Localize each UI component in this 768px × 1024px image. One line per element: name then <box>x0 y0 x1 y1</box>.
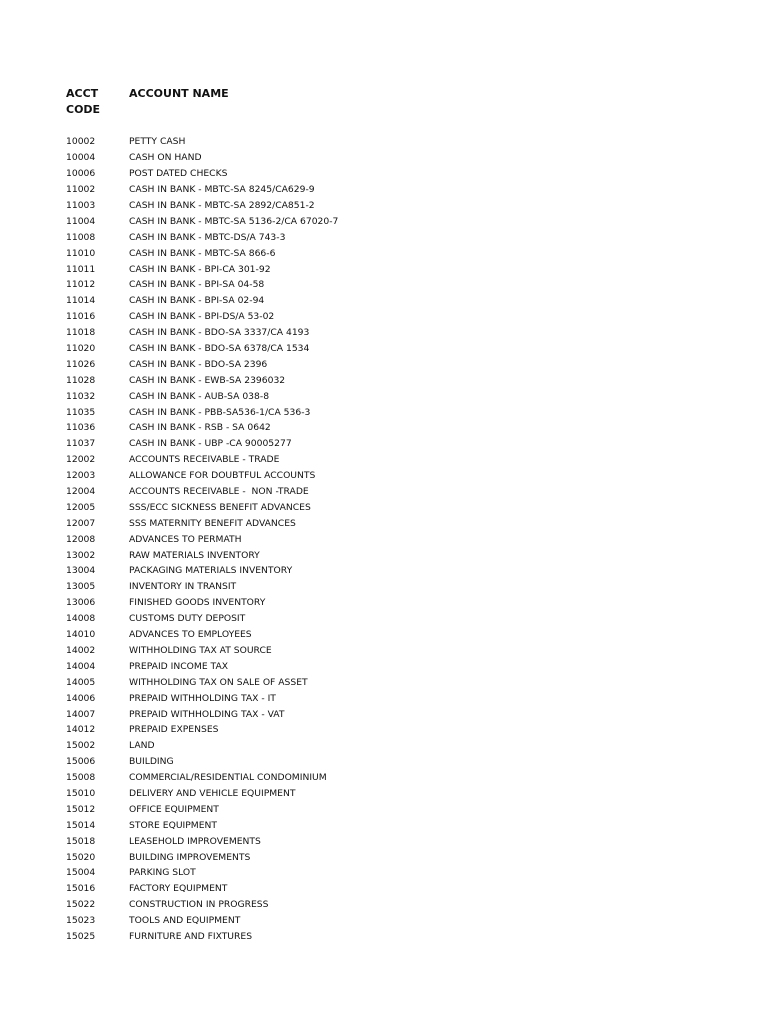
acct-code-cell: 13002 <box>66 549 96 561</box>
table-row <box>66 897 746 913</box>
acct-code-cell: 11037 <box>66 438 96 450</box>
table-row <box>66 611 746 627</box>
acct-code-cell: 14006 <box>66 692 96 704</box>
acct-code-cell: 15023 <box>66 915 96 927</box>
table-row <box>66 245 746 261</box>
acct-code-cell: 15016 <box>66 883 96 895</box>
acct-code-cell: 11032 <box>66 390 96 402</box>
acct-code-cell: 15008 <box>66 772 96 784</box>
table-row <box>66 786 746 802</box>
table-row <box>66 309 746 325</box>
acct-code-cell: 12008 <box>66 533 96 545</box>
account-name-cell: WITHHOLDING TAX ON SALE OF ASSET <box>129 676 308 688</box>
account-name-cell: CASH IN BANK - RSB - SA 0642 <box>129 422 271 434</box>
table-row <box>66 579 746 595</box>
table-row <box>66 690 746 706</box>
account-name-cell: CASH IN BANK - BDO-SA 3337/CA 4193 <box>129 327 310 339</box>
account-name-cell: FURNITURE AND FIXTURES <box>129 930 253 942</box>
table-row <box>66 770 746 786</box>
acct-code-cell: 15012 <box>66 803 96 815</box>
acct-code-cell: 11004 <box>66 215 96 227</box>
account-name-cell: LAND <box>129 740 155 752</box>
account-name-header: ACCOUNT NAME <box>129 87 229 100</box>
table-row <box>66 229 746 245</box>
account-name-cell: RAW MATERIALS INVENTORY <box>129 549 260 561</box>
table-row <box>66 754 746 770</box>
acct-code-cell: 15018 <box>66 835 96 847</box>
table-row <box>66 929 746 945</box>
acct-code-cell: 13004 <box>66 565 96 577</box>
table-row <box>66 833 746 849</box>
account-name-cell: ADVANCES TO PERMATH <box>129 533 242 545</box>
acct-code-cell: 11014 <box>66 295 96 307</box>
acct-code-cell: 12007 <box>66 517 96 529</box>
account-name-cell: PARKING SLOT <box>129 867 196 879</box>
acct-code-cell: 11003 <box>66 200 96 211</box>
acct-code-cell: 11012 <box>66 279 96 291</box>
table-row <box>66 484 746 500</box>
account-name-cell: SSS/ECC SICKNESS BENEFIT ADVANCES <box>129 501 311 513</box>
table-row <box>66 913 746 929</box>
account-name-cell: TOOLS AND EQUIPMENT <box>129 915 241 927</box>
account-name-cell: CONSTRUCTION IN PROGRESS <box>129 899 269 911</box>
account-name-cell: WITHHOLDING TAX AT SOURCE <box>129 644 272 656</box>
table-row <box>66 388 746 404</box>
table-row <box>66 865 746 881</box>
acct-code-cell: 10004 <box>66 152 96 164</box>
acct-code-cell: 11011 <box>66 263 96 275</box>
account-name-cell: PACKAGING MATERIALS INVENTORY <box>129 565 293 577</box>
table-row <box>66 277 746 293</box>
acct-code-cell: 11010 <box>66 247 96 259</box>
account-name-cell: PREPAID WITHHOLDING TAX - IT <box>129 692 276 704</box>
table-row <box>66 563 746 579</box>
account-name-cell: STORE EQUIPMENT <box>129 819 218 831</box>
account-name-cell: CASH IN BANK - BPI-CA 301-92 <box>129 263 271 275</box>
account-name-cell: CASH IN BANK - BPI-SA 04-58 <box>129 279 265 291</box>
acct-code-cell: 11026 <box>66 358 96 370</box>
acct-code-header <box>66 86 122 118</box>
acct-code-cell: 15004 <box>66 867 96 879</box>
table-row <box>66 356 746 372</box>
account-name-cell: SSS MATERNITY BENEFIT ADVANCES <box>129 517 296 529</box>
table-row <box>66 817 746 833</box>
account-name-cell: FINISHED GOODS INVENTORY <box>129 597 266 609</box>
table-row <box>66 595 746 611</box>
account-name-cell: CASH IN BANK - MBTC-SA 866-6 <box>129 247 276 259</box>
table-row <box>66 134 746 150</box>
account-name-cell: BUILDING IMPROVEMENTS <box>129 851 251 863</box>
account-name-cell: CASH IN BANK - BDO-SA 2396 <box>129 358 268 370</box>
account-name-cell: CASH IN BANK - MBTC-SA 8245/CA629-9 <box>129 184 315 196</box>
account-name-cell: LEASEHOLD IMPROVEMENTS <box>129 835 261 847</box>
accounts-list <box>66 134 746 944</box>
acct-code-cell: 15006 <box>66 756 96 768</box>
account-name-cell: POST DATED CHECKS <box>129 168 228 180</box>
table-row <box>66 801 746 817</box>
table-row <box>66 325 746 341</box>
acct-code-cell: 11018 <box>66 327 96 339</box>
table-row <box>66 738 746 754</box>
table-row <box>66 468 746 484</box>
table-row <box>66 643 746 659</box>
acct-code-cell: 10006 <box>66 168 96 180</box>
acct-code-cell: 11035 <box>66 406 96 418</box>
acct-code-cell: 11020 <box>66 343 96 355</box>
acct-code-cell: 14010 <box>66 629 96 641</box>
table-row <box>66 436 746 452</box>
table-row <box>66 547 746 563</box>
account-name-cell: PETTY CASH <box>129 136 186 148</box>
table-row <box>66 881 746 897</box>
account-name-cell: COMMERCIAL/RESIDENTIAL CONDOMINIUM <box>129 772 327 784</box>
table-row <box>66 198 746 214</box>
account-name-cell: DELIVERY AND VEHICLE EQUIPMENT <box>129 787 296 799</box>
acct-code-cell: 12003 <box>66 470 96 482</box>
account-name-cell: CASH IN BANK - BDO-SA 6378/CA 1534 <box>129 343 310 355</box>
acct-code-cell: 15002 <box>66 740 96 752</box>
acct-code-cell: 14008 <box>66 613 96 625</box>
account-name-cell: PREPAID WITHHOLDING TAX - VAT <box>129 708 285 720</box>
account-name-cell: OFFICE EQUIPMENT <box>129 803 219 815</box>
acct-code-cell: 14012 <box>66 724 96 736</box>
account-name-cell: INVENTORY IN TRANSIT <box>129 581 237 593</box>
table-row <box>66 674 746 690</box>
acct-code-cell: 10002 <box>66 136 96 148</box>
account-name-cell: CUSTOMS DUTY DEPOSIT <box>129 613 246 625</box>
table-row <box>66 404 746 420</box>
account-name-cell: PREPAID EXPENSES <box>129 724 219 736</box>
acct-code-cell: 11008 <box>66 231 96 243</box>
account-name-cell: PREPAID INCOME TAX <box>129 660 229 672</box>
acct-code-cell: 11036 <box>66 422 96 434</box>
account-name-cell: CASH IN BANK - BPI-DS/A 53-02 <box>129 311 275 323</box>
acct-code-cell: 13006 <box>66 597 96 609</box>
acct-code-cell: 14005 <box>66 676 96 688</box>
account-name-cell: CASH IN BANK - PBB-SA536-1/CA 536-3 <box>129 406 311 418</box>
account-name-cell: CASH IN BANK - AUB-SA 038-8 <box>129 390 270 402</box>
account-name-cell: CASH IN BANK - BPI-SA 02-94 <box>129 295 265 307</box>
acct-code-cell: 15010 <box>66 787 96 799</box>
table-row <box>66 627 746 643</box>
acct-code-cell: 12002 <box>66 454 96 466</box>
acct-code-cell: 11028 <box>66 374 96 386</box>
account-name-cell: CASH IN BANK - MBTC-SA 5136-2/CA 67020-7 <box>129 215 339 227</box>
table-row <box>66 849 746 865</box>
table-row <box>66 261 746 277</box>
table-row <box>66 372 746 388</box>
acct-code-cell: 14002 <box>66 644 96 656</box>
table-row <box>66 452 746 468</box>
acct-code-cell: 15020 <box>66 851 96 863</box>
acct-code-cell: 11002 <box>66 184 96 196</box>
account-name-cell: ADVANCES TO EMPLOYEES <box>129 629 252 641</box>
table-row <box>66 182 746 198</box>
acct-code-cell: 15022 <box>66 899 96 911</box>
acct-code-cell: 11016 <box>66 311 96 323</box>
acct-code-header-line2: CODE <box>66 103 101 116</box>
account-name-cell: ACCOUNTS RECEIVABLE - NON -TRADE <box>129 486 309 498</box>
acct-code-cell: 14007 <box>66 708 96 720</box>
table-row <box>66 341 746 357</box>
acct-code-cell: 12004 <box>66 486 96 498</box>
table-row <box>66 722 746 738</box>
table-row <box>66 499 746 515</box>
account-name-cell: CASH IN BANK - MBTC-DS/A 743-3 <box>129 231 286 243</box>
account-name-cell: FACTORY EQUIPMENT <box>129 883 228 895</box>
account-name-cell: CASH IN BANK - MBTC-SA 2892/CA851-2 <box>129 200 315 211</box>
account-name-cell: ALLOWANCE FOR DOUBTFUL ACCOUNTS <box>129 470 316 482</box>
table-row <box>66 706 746 722</box>
acct-code-cell: 12005 <box>66 501 96 513</box>
account-name-cell: CASH ON HAND <box>129 152 202 164</box>
table-row <box>66 213 746 229</box>
account-name-cell: CASH IN BANK - UBP -CA 90005277 <box>129 438 292 450</box>
table-row <box>66 150 746 166</box>
acct-code-cell: 15025 <box>66 930 96 942</box>
account-name-cell: ACCOUNTS RECEIVABLE - TRADE <box>129 454 280 466</box>
table-row <box>66 166 746 182</box>
account-name-cell: CASH IN BANK - EWB-SA 2396032 <box>129 374 286 386</box>
acct-code-cell: 15014 <box>66 819 96 831</box>
table-row <box>66 658 746 674</box>
acct-code-cell: 13005 <box>66 581 96 593</box>
table-row <box>66 515 746 531</box>
table-row <box>66 420 746 436</box>
account-name-cell: BUILDING <box>129 756 174 768</box>
acct-code-cell: 14004 <box>66 660 96 672</box>
table-row <box>66 531 746 547</box>
table-row <box>66 293 746 309</box>
acct-code-header-line1: ACCT <box>66 87 99 100</box>
